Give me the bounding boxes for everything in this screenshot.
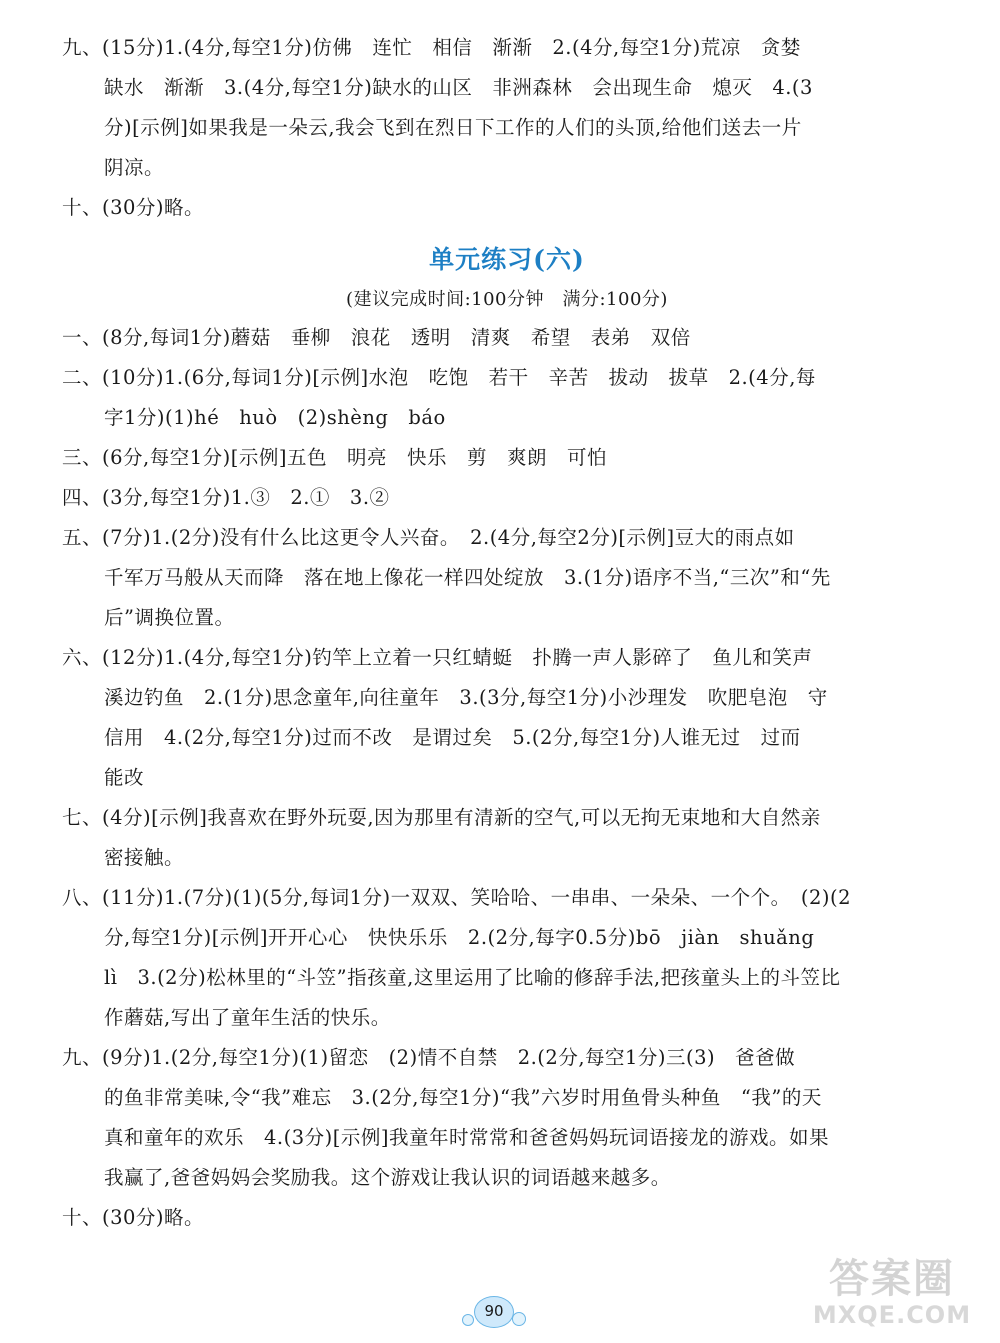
answer-line: 字1分)(1)hé huò (2)shèng báo — [104, 406, 446, 429]
section-note: (建议完成时间:100分钟 满分:100分) — [346, 289, 668, 310]
answer-line: 二、(10分)1.(6分,每词1分)[示例]水泡 吃饱 若干 辛苦 拔动 拔草 2.(4分,每 — [62, 366, 816, 389]
answer-line: 真和童年的欢乐 4.(3分)[示例]我童年时常常和爸爸妈妈玩词语接龙的游戏。如果 — [104, 1126, 829, 1149]
section-title: 单元练习(六) — [429, 245, 585, 274]
answer-line: 能改 — [104, 766, 145, 789]
bubble-dot-icon — [512, 1312, 526, 1326]
previous-unit-answers — [62, 28, 952, 228]
answer-line: 一、(8分,每词1分)蘑菇 垂柳 浪花 透明 清爽 希望 表弟 双倍 — [62, 326, 691, 349]
watermark-logo — [802, 1257, 982, 1335]
answer-line: 溪边钓鱼 2.(1分)思念童年,向往童年 3.(3分,每空1分)小沙理发 吹肥皂泡 守 — [104, 686, 828, 709]
answer-line: 三、(6分,每空1分)[示例]五色 明亮 快乐 剪 爽朗 可怕 — [62, 446, 607, 469]
page-number: 90 — [484, 1302, 504, 1320]
answer-line: 九、(15分)1.(4分,每空1分)仿佛 连忙 相信 渐渐 2.(4分,每空1分)荒凉 贪婪 — [62, 36, 801, 59]
answer-page — [62, 28, 952, 1238]
answer-line: 千军万马般从天而降 落在地上像花一样四处绽放 3.(1分)语序不当,“三次”和“先 — [104, 566, 831, 589]
answer-line: 九、(9分)1.(2分,每空1分)(1)留恋 (2)情不自禁 2.(2分,每空1分)三(3) 爸爸做 — [62, 1046, 796, 1069]
answer-line: 缺水 渐渐 3.(4分,每空1分)缺水的山区 非洲森林 会出现生命 熄灭 4.(3 — [104, 76, 813, 99]
answer-line: 作蘑菇,写出了童年生活的快乐。 — [104, 1006, 391, 1029]
answer-line: 我赢了,爸爸妈妈会奖励我。这个游戏让我认识的词语越来越多。 — [104, 1166, 671, 1189]
watermark-url: MXQE.COM — [812, 1301, 972, 1329]
unit-six-answers — [62, 318, 952, 1238]
answer-line: lì 3.(2分)松林里的“斗笠”指孩童,这里运用了比喻的修辞手法,把孩童头上的斗笠比 — [104, 966, 841, 989]
answer-line: 四、(3分,每空1分)1.③ 2.① 3.② — [62, 486, 390, 509]
answer-line: 分,每空1分)[示例]开开心心 快快乐乐 2.(2分,每字0.5分)bō jiàn shuǎng — [104, 926, 815, 949]
answer-line: 五、(7分)1.(2分)没有什么比这更令人兴奋。 2.(4分,每空2分)[示例]豆大的雨点如 — [62, 526, 795, 549]
answer-line: 信用 4.(2分,每空1分)过而不改 是谓过矣 5.(2分,每空1分)人谁无过 过而 — [104, 726, 801, 749]
answer-line: 阴凉。 — [104, 156, 165, 179]
answer-line: 八、(11分)1.(7分)(1)(5分,每词1分)一双双、笑哈哈、一串串、一朵朵、一个个。 (2)(2 — [62, 886, 851, 909]
answer-line: 后”调换位置。 — [104, 606, 235, 629]
answer-line: 十、(30分)略。 — [62, 1206, 205, 1229]
page-number-badge — [474, 1296, 528, 1330]
watermark-text: 答案圈 — [829, 1256, 955, 1302]
answer-line: 密接触。 — [104, 846, 185, 869]
answer-line: 的鱼非常美味,令“我”难忘 3.(2分,每空1分)“我”六岁时用鱼骨头种鱼 “我”的天 — [104, 1086, 822, 1109]
answer-line: 分)[示例]如果我是一朵云,我会飞到在烈日下工作的人们的头顶,给他们送去一片 — [104, 116, 802, 139]
answer-line: 十、(30分)略。 — [62, 196, 205, 219]
answer-line: 六、(12分)1.(4分,每空1分)钓竿上立着一只红蜻蜓 扑腾一声人影碎了 鱼儿和笑声 — [62, 646, 813, 669]
answer-line: 七、(4分)[示例]我喜欢在野外玩耍,因为那里有清新的空气,可以无拘无束地和大自然亲 — [62, 806, 821, 829]
bubble-dot-icon — [462, 1314, 474, 1326]
